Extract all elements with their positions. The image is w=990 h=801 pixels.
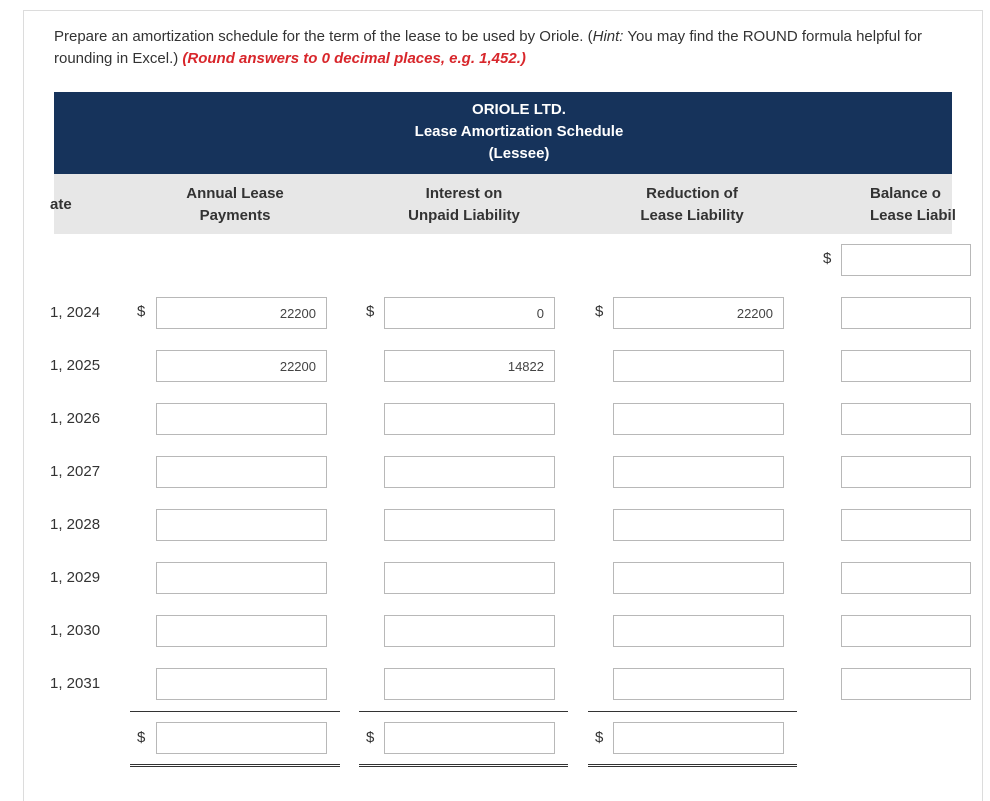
total-rule <box>588 711 797 712</box>
instructions-text-1: Prepare an amortization schedule for the term of the lease to be used by Oriole. ( <box>54 28 593 45</box>
table-title-band <box>54 92 952 174</box>
balance-input[interactable] <box>841 403 971 435</box>
initial-balance-input[interactable] <box>841 244 971 276</box>
balance-input[interactable] <box>841 350 971 382</box>
balance-input[interactable] <box>841 297 971 329</box>
total-rule <box>130 711 340 712</box>
interest-input[interactable] <box>384 562 555 594</box>
row-date: 1, 2031 <box>50 675 101 692</box>
reduction-dollar-sign: $ <box>595 303 604 320</box>
reduction-input[interactable] <box>613 615 784 647</box>
column-headers <box>50 174 956 234</box>
interest-input[interactable] <box>384 403 555 435</box>
balance-input[interactable] <box>841 456 971 488</box>
column-header-interest <box>394 183 534 227</box>
column-header-reduction-line1: Reduction of <box>646 185 738 202</box>
schedule-subtitle: (Lessee) <box>488 145 550 162</box>
balance-dollar-sign: $ <box>823 250 832 267</box>
payment-input[interactable] <box>156 456 327 488</box>
balance-input[interactable] <box>841 562 971 594</box>
column-header-payments-line1: Annual Lease <box>186 185 284 202</box>
interest-input[interactable] <box>384 297 555 329</box>
amortization-table <box>50 92 956 788</box>
row-date: 1, 2024 <box>50 304 101 321</box>
reduction-input[interactable] <box>613 668 784 700</box>
column-header-payments-line2: Payments <box>199 207 271 224</box>
schedule-title: Lease Amortization Schedule <box>414 123 624 140</box>
total-double-rule <box>359 764 568 767</box>
reduction-input[interactable] <box>613 350 784 382</box>
rounding-note: (Round answers to 0 decimal places, e.g. 1,452.) <box>182 50 526 67</box>
total-reduction-input[interactable] <box>613 722 784 754</box>
interest-input[interactable] <box>384 615 555 647</box>
column-header-balance <box>870 183 966 227</box>
total-double-rule <box>130 764 340 767</box>
total-double-rule <box>588 764 797 767</box>
payment-input[interactable] <box>156 297 327 329</box>
total-rule <box>359 711 568 712</box>
reduction-input[interactable] <box>613 562 784 594</box>
column-header-reduction-line2: Lease Liability <box>640 207 744 224</box>
column-header-interest-line1: Interest on <box>425 185 503 202</box>
row-date: 1, 2029 <box>50 569 101 586</box>
row-date: 1, 2030 <box>50 622 101 639</box>
column-header-reduction <box>624 183 760 227</box>
payment-dollar-sign: $ <box>137 303 146 320</box>
reduction-input[interactable] <box>613 403 784 435</box>
row-date: 1, 2025 <box>50 357 101 374</box>
row-date: 1, 2028 <box>50 516 101 533</box>
balance-input[interactable] <box>841 615 971 647</box>
total-reduction-dollar-sign: $ <box>595 729 604 746</box>
company-name: ORIOLE LTD. <box>472 101 566 118</box>
interest-input[interactable] <box>384 668 555 700</box>
hint-label: Hint: <box>592 28 624 45</box>
instructions <box>54 26 954 70</box>
row-date: 1, 2027 <box>50 463 101 480</box>
payment-input[interactable] <box>156 615 327 647</box>
payment-input[interactable] <box>156 509 327 541</box>
column-header-balance-line1: Balance o <box>870 185 941 202</box>
reduction-input[interactable] <box>613 297 784 329</box>
total-interest-input[interactable] <box>384 722 555 754</box>
payment-input[interactable] <box>156 668 327 700</box>
total-payment-dollar-sign: $ <box>137 729 146 746</box>
interest-input[interactable] <box>384 350 555 382</box>
reduction-input[interactable] <box>613 509 784 541</box>
instructions-text-2: You may find the ROUND formula helpful for rounding in Excel.) <box>54 28 922 67</box>
payment-input[interactable] <box>156 350 327 382</box>
interest-dollar-sign: $ <box>366 303 375 320</box>
payment-input[interactable] <box>156 562 327 594</box>
interest-input[interactable] <box>384 456 555 488</box>
balance-input[interactable] <box>841 509 971 541</box>
column-header-payments <box>174 183 296 227</box>
column-header-balance-line2: Lease Liabil <box>870 207 956 224</box>
row-date: 1, 2026 <box>50 410 101 427</box>
total-payment-input[interactable] <box>156 722 327 754</box>
interest-input[interactable] <box>384 509 555 541</box>
column-header-interest-line2: Unpaid Liability <box>408 207 520 224</box>
payment-input[interactable] <box>156 403 327 435</box>
column-header-date: ate <box>50 196 72 213</box>
reduction-input[interactable] <box>613 456 784 488</box>
total-interest-dollar-sign: $ <box>366 729 375 746</box>
balance-input[interactable] <box>841 668 971 700</box>
